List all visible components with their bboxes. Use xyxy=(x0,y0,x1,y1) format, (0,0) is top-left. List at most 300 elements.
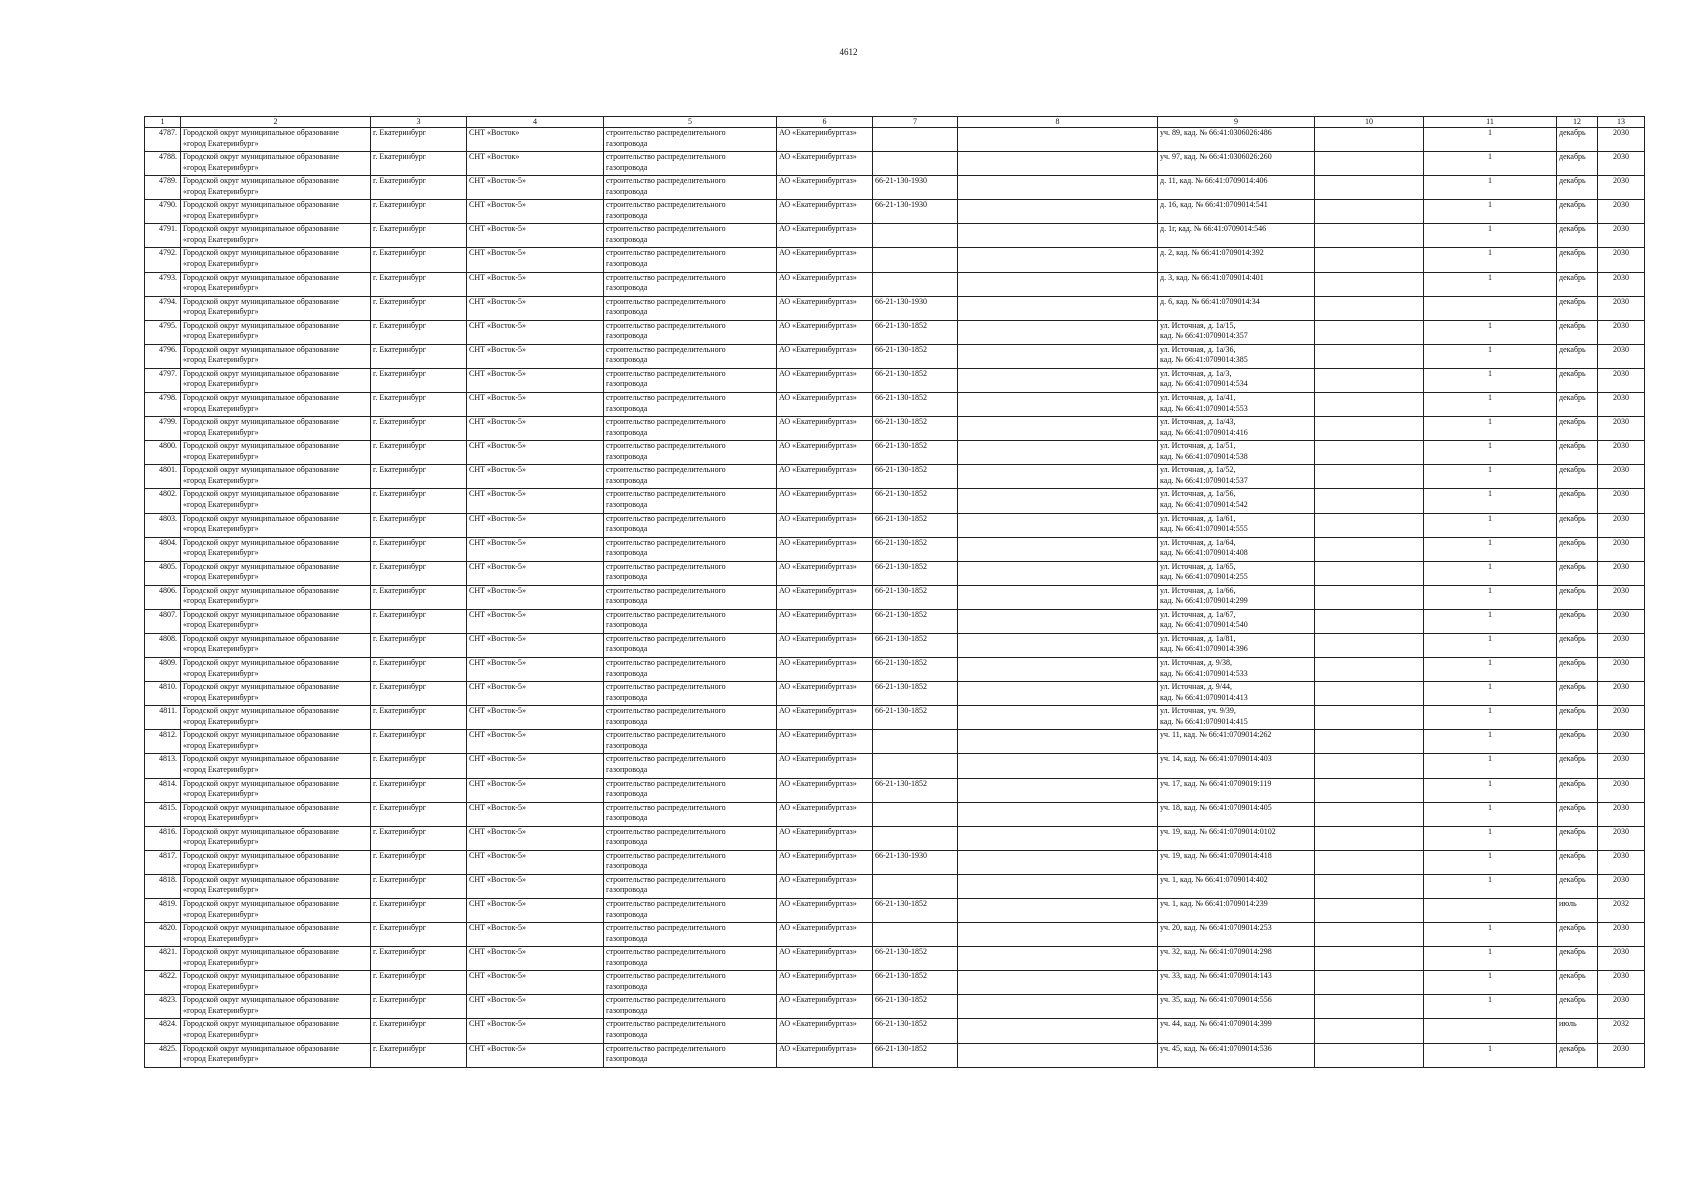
city-cell: г. Екатеринбург xyxy=(371,248,467,272)
org-cell: АО «Екатеринбурггаз» xyxy=(777,706,873,730)
address-cell xyxy=(1158,128,1315,152)
municipality-cell xyxy=(181,826,371,850)
table-row xyxy=(145,609,1645,633)
work-line2: газопровода xyxy=(606,283,648,293)
month-cell: декабрь xyxy=(1557,682,1598,706)
work-line2: газопровода xyxy=(606,138,648,148)
year-cell: 2030 xyxy=(1598,754,1645,778)
work-line1: строительство распределительного xyxy=(606,899,726,908)
table-row xyxy=(145,417,1645,441)
address-line1: уч. 11, кад. № 66:41:0709014:262 xyxy=(1160,730,1272,740)
address-cell xyxy=(1158,224,1315,248)
col11-cell: 1 xyxy=(1424,441,1557,465)
address-cell xyxy=(1158,609,1315,633)
year-cell: 2030 xyxy=(1598,296,1645,320)
snt-cell: СНТ «Восток-5» xyxy=(467,248,604,272)
col11-cell: 1 xyxy=(1424,874,1557,898)
work-line1: строительство распределительного xyxy=(606,633,726,643)
municipality-line2: «город Екатеринбург» xyxy=(183,186,259,196)
city-cell: г. Екатеринбург xyxy=(371,176,467,200)
municipality-line2: «город Екатеринбург» xyxy=(183,331,259,341)
address-cell xyxy=(1158,826,1315,850)
municipality-cell xyxy=(181,537,371,561)
col11-cell: 1 xyxy=(1424,995,1557,1019)
address-line1: ул. Источная, д. 1а/3, xyxy=(1160,368,1232,378)
snt-cell: СНТ «Восток-5» xyxy=(467,947,604,971)
month-cell: декабрь xyxy=(1557,537,1598,561)
col8-cell xyxy=(958,995,1158,1019)
work-line2: газопровода xyxy=(606,837,648,847)
municipality-line1: Городской округ муниципальное образование xyxy=(183,585,339,595)
table-row xyxy=(145,923,1645,947)
year-cell: 2030 xyxy=(1598,730,1645,754)
col10-cell xyxy=(1315,320,1424,344)
row-number-cell: 4798. xyxy=(145,393,181,417)
city-cell: г. Екатеринбург xyxy=(371,561,467,585)
col11-cell: 1 xyxy=(1424,128,1557,152)
org-cell: АО «Екатеринбурггаз» xyxy=(777,513,873,537)
work-cell xyxy=(604,128,777,152)
address-line1: уч. 32, кад. № 66:41:0709014:298 xyxy=(1160,947,1272,957)
municipality-line1: Городской округ муниципальное образование xyxy=(183,272,339,282)
city-cell: г. Екатеринбург xyxy=(371,947,467,971)
row-number-cell: 4792. xyxy=(145,248,181,272)
address-cell xyxy=(1158,344,1315,368)
code-cell: 66-21-130-1852 xyxy=(873,609,958,633)
work-cell xyxy=(604,513,777,537)
address-cell xyxy=(1158,778,1315,802)
code-cell: 66-21-130-1852 xyxy=(873,417,958,441)
col11-cell: 1 xyxy=(1424,826,1557,850)
municipality-line2: «город Екатеринбург» xyxy=(183,548,259,558)
col8-cell xyxy=(958,971,1158,995)
col10-cell xyxy=(1315,826,1424,850)
city-cell: г. Екатеринбург xyxy=(371,296,467,320)
year-cell: 2030 xyxy=(1598,947,1645,971)
address-line2: кад. № 66:41:0709014:385 xyxy=(1160,355,1248,365)
col10-cell xyxy=(1315,537,1424,561)
year-cell: 2030 xyxy=(1598,826,1645,850)
work-line1: строительство распределительного xyxy=(606,224,726,234)
municipality-line2: «город Екатеринбург» xyxy=(183,957,259,967)
snt-cell: СНТ «Восток-5» xyxy=(467,730,604,754)
month-cell: декабрь xyxy=(1557,995,1598,1019)
work-line2: газопровода xyxy=(606,258,648,268)
month-cell: декабрь xyxy=(1557,778,1598,802)
work-line1: строительство распределительного xyxy=(606,465,726,475)
year-cell: 2030 xyxy=(1598,850,1645,874)
col10-cell xyxy=(1315,561,1424,585)
col11-cell: 1 xyxy=(1424,658,1557,682)
table-row xyxy=(145,393,1645,417)
work-cell xyxy=(604,200,777,224)
org-cell: АО «Екатеринбурггаз» xyxy=(777,633,873,657)
org-cell: АО «Екатеринбурггаз» xyxy=(777,778,873,802)
header-cell: 5 xyxy=(604,117,777,128)
city-cell: г. Екатеринбург xyxy=(371,995,467,1019)
city-cell: г. Екатеринбург xyxy=(371,754,467,778)
org-cell: АО «Екатеринбурггаз» xyxy=(777,658,873,682)
work-cell xyxy=(604,802,777,826)
work-cell xyxy=(604,176,777,200)
col11-cell: 1 xyxy=(1424,947,1557,971)
col10-cell xyxy=(1315,947,1424,971)
address-line1: уч. 1, кад. № 66:41:0709014:402 xyxy=(1160,874,1268,884)
row-number-cell: 4824. xyxy=(145,1019,181,1043)
work-line1: строительство распределительного xyxy=(606,417,726,427)
municipality-line2: «город Екатеринбург» xyxy=(183,909,259,919)
work-line1: строительство распределительного xyxy=(606,344,726,354)
address-cell xyxy=(1158,368,1315,392)
row-number-cell: 4821. xyxy=(145,947,181,971)
col11-cell: 1 xyxy=(1424,706,1557,730)
month-cell: декабрь xyxy=(1557,176,1598,200)
row-number-cell: 4806. xyxy=(145,585,181,609)
municipality-line2: «город Екатеринбург» xyxy=(183,210,259,220)
row-number-cell: 4823. xyxy=(145,995,181,1019)
municipality-line1: Городской округ муниципальное образование xyxy=(183,826,339,836)
month-cell: июль xyxy=(1557,899,1598,923)
work-cell xyxy=(604,344,777,368)
col8-cell xyxy=(958,730,1158,754)
month-cell: декабрь xyxy=(1557,706,1598,730)
code-cell: 66-21-130-1852 xyxy=(873,633,958,657)
org-cell: АО «Екатеринбурггаз» xyxy=(777,899,873,923)
col8-cell xyxy=(958,947,1158,971)
col8-cell xyxy=(958,441,1158,465)
year-cell: 2030 xyxy=(1598,417,1645,441)
header-cell: 11 xyxy=(1424,117,1557,128)
municipality-cell xyxy=(181,995,371,1019)
month-cell: декабрь xyxy=(1557,874,1598,898)
year-cell: 2030 xyxy=(1598,489,1645,513)
month-cell: декабрь xyxy=(1557,320,1598,344)
address-line1: д. 3, кад. № 66:41:0709014:401 xyxy=(1160,272,1264,282)
col8-cell xyxy=(958,585,1158,609)
municipality-line1: Городской округ муниципальное образование xyxy=(183,730,339,740)
work-line1: строительство распределительного xyxy=(606,537,726,547)
table-row xyxy=(145,128,1645,152)
col8-cell xyxy=(958,489,1158,513)
municipality-line2: «город Екатеринбург» xyxy=(183,234,259,244)
municipality-line1: Городской округ муниципальное образование xyxy=(183,754,339,764)
table-row xyxy=(145,802,1645,826)
col11-cell: 1 xyxy=(1424,368,1557,392)
snt-cell: СНТ «Восток-5» xyxy=(467,971,604,995)
municipality-line1: Городской округ муниципальное образование xyxy=(183,224,339,234)
municipality-cell xyxy=(181,899,371,923)
org-cell: АО «Екатеринбурггаз» xyxy=(777,802,873,826)
col8-cell xyxy=(958,200,1158,224)
address-line2: кад. № 66:41:0709014:413 xyxy=(1160,692,1248,702)
table-row xyxy=(145,995,1645,1019)
address-line1: уч. 18, кад. № 66:41:0709014:405 xyxy=(1160,802,1272,812)
municipality-line1: Городской округ муниципальное образование xyxy=(183,417,339,427)
snt-cell: СНТ «Восток-5» xyxy=(467,874,604,898)
address-cell xyxy=(1158,850,1315,874)
municipality-line1: Городской округ муниципальное образование xyxy=(183,874,339,884)
month-cell: декабрь xyxy=(1557,947,1598,971)
work-line1: строительство распределительного xyxy=(606,513,726,523)
snt-cell: СНТ «Восток-5» xyxy=(467,272,604,296)
address-line1: ул. Источная, д. 9/44, xyxy=(1160,682,1232,692)
col8-cell xyxy=(958,152,1158,176)
snt-cell: СНТ «Восток-5» xyxy=(467,489,604,513)
col11-cell xyxy=(1424,1019,1557,1043)
table-row xyxy=(145,778,1645,802)
col8-cell xyxy=(958,609,1158,633)
year-cell: 2030 xyxy=(1598,923,1645,947)
city-cell: г. Екатеринбург xyxy=(371,778,467,802)
col11-cell: 1 xyxy=(1424,176,1557,200)
municipality-line1: Городской округ муниципальное образование xyxy=(183,441,339,451)
col10-cell xyxy=(1315,971,1424,995)
org-cell: АО «Екатеринбурггаз» xyxy=(777,561,873,585)
row-number-cell: 4822. xyxy=(145,971,181,995)
col8-cell xyxy=(958,344,1158,368)
address-line1: ул. Источная, д. 1а/81, xyxy=(1160,633,1236,643)
work-line1: строительство распределительного xyxy=(606,658,726,668)
org-cell: АО «Екатеринбурггаз» xyxy=(777,730,873,754)
snt-cell: СНТ «Восток-5» xyxy=(467,995,604,1019)
city-cell: г. Екатеринбург xyxy=(371,513,467,537)
municipality-cell xyxy=(181,272,371,296)
work-line1: строительство распределительного xyxy=(606,923,726,933)
org-cell: АО «Екатеринбурггаз» xyxy=(777,200,873,224)
year-cell: 2030 xyxy=(1598,441,1645,465)
address-line1: уч. 19, кад. № 66:41:0709014:0102 xyxy=(1160,826,1276,836)
address-line1: ул. Источная, д. 1а/56, xyxy=(1160,489,1236,499)
municipality-cell xyxy=(181,730,371,754)
col10-cell xyxy=(1315,417,1424,441)
month-cell: декабрь xyxy=(1557,585,1598,609)
work-line1: строительство распределительного xyxy=(606,1043,726,1053)
table-row xyxy=(145,200,1645,224)
org-cell: АО «Екатеринбурггаз» xyxy=(777,368,873,392)
snt-cell: СНТ «Восток-5» xyxy=(467,850,604,874)
municipality-line2: «город Екатеринбург» xyxy=(183,981,259,991)
address-line1: ул. Источная, д. 1а/64, xyxy=(1160,537,1236,547)
code-cell xyxy=(873,152,958,176)
work-cell xyxy=(604,393,777,417)
year-cell: 2030 xyxy=(1598,802,1645,826)
municipality-cell xyxy=(181,393,371,417)
city-cell: г. Екатеринбург xyxy=(371,368,467,392)
month-cell: декабрь xyxy=(1557,441,1598,465)
code-cell: 66-21-130-1852 xyxy=(873,658,958,682)
municipality-cell xyxy=(181,152,371,176)
work-cell xyxy=(604,585,777,609)
municipality-line2: «город Екатеринбург» xyxy=(183,403,259,413)
city-cell: г. Екатеринбург xyxy=(371,706,467,730)
col8-cell xyxy=(958,1019,1158,1043)
col8-cell xyxy=(958,826,1158,850)
municipality-cell xyxy=(181,633,371,657)
address-line1: д. 16, кад. № 66:41:0709014:541 xyxy=(1160,200,1268,210)
row-number-cell: 4811. xyxy=(145,706,181,730)
municipality-line1: Городской округ муниципальное образование xyxy=(183,1019,339,1029)
municipality-line2: «город Екатеринбург» xyxy=(183,451,259,461)
org-cell: АО «Екатеринбурггаз» xyxy=(777,465,873,489)
month-cell: декабрь xyxy=(1557,971,1598,995)
work-line2: газопровода xyxy=(606,861,648,871)
row-number-cell: 4800. xyxy=(145,441,181,465)
address-line1: ул. Источная, уч. 9/39, xyxy=(1160,706,1236,716)
col10-cell xyxy=(1315,1019,1424,1043)
row-number-cell: 4805. xyxy=(145,561,181,585)
municipality-cell xyxy=(181,585,371,609)
snt-cell: СНТ «Восток-5» xyxy=(467,1019,604,1043)
municipality-cell xyxy=(181,417,371,441)
col11-cell: 1 xyxy=(1424,633,1557,657)
municipality-cell xyxy=(181,802,371,826)
col10-cell xyxy=(1315,1043,1424,1067)
col10-cell xyxy=(1315,224,1424,248)
municipality-line1: Городской округ муниципальное образование xyxy=(183,971,339,981)
year-cell: 2030 xyxy=(1598,778,1645,802)
col8-cell xyxy=(958,248,1158,272)
municipality-line1: Городской округ муниципальное образование xyxy=(183,152,339,162)
org-cell: АО «Екатеринбурггаз» xyxy=(777,1019,873,1043)
city-cell: г. Екатеринбург xyxy=(371,585,467,609)
code-cell xyxy=(873,802,958,826)
work-line1: строительство распределительного xyxy=(606,802,726,812)
city-cell: г. Екатеринбург xyxy=(371,802,467,826)
work-line2: газопровода xyxy=(606,620,648,630)
year-cell: 2030 xyxy=(1598,128,1645,152)
col8-cell xyxy=(958,1043,1158,1067)
address-line2: кад. № 66:41:0709014:415 xyxy=(1160,716,1248,726)
org-cell: АО «Екатеринбурггаз» xyxy=(777,874,873,898)
month-cell: декабрь xyxy=(1557,658,1598,682)
work-cell xyxy=(604,658,777,682)
city-cell: г. Екатеринбург xyxy=(371,224,467,248)
year-cell: 2030 xyxy=(1598,465,1645,489)
city-cell: г. Екатеринбург xyxy=(371,272,467,296)
col11-cell xyxy=(1424,296,1557,320)
snt-cell: СНТ «Восток-5» xyxy=(467,923,604,947)
col8-cell xyxy=(958,537,1158,561)
work-cell xyxy=(604,368,777,392)
municipality-line1: Городской округ муниципальное образование xyxy=(183,947,339,957)
address-cell xyxy=(1158,802,1315,826)
snt-cell: СНТ «Восток-5» xyxy=(467,417,604,441)
row-number-cell: 4787. xyxy=(145,128,181,152)
col10-cell xyxy=(1315,513,1424,537)
work-line2: газопровода xyxy=(606,379,648,389)
code-cell xyxy=(873,224,958,248)
city-cell: г. Екатеринбург xyxy=(371,730,467,754)
municipality-line2: «город Екатеринбург» xyxy=(183,307,259,317)
address-line1: уч. 97, кад. № 66:41:0306026:260 xyxy=(1160,152,1272,162)
municipality-line2: «город Екатеринбург» xyxy=(183,1029,259,1039)
year-cell: 2030 xyxy=(1598,344,1645,368)
table-row xyxy=(145,1019,1645,1043)
row-number-cell: 4788. xyxy=(145,152,181,176)
address-cell xyxy=(1158,1043,1315,1067)
col8-cell xyxy=(958,754,1158,778)
work-line1: строительство распределительного xyxy=(606,176,726,186)
municipality-cell xyxy=(181,850,371,874)
col11-cell: 1 xyxy=(1424,850,1557,874)
month-cell: декабрь xyxy=(1557,368,1598,392)
year-cell: 2030 xyxy=(1598,224,1645,248)
work-line1: строительство распределительного xyxy=(606,272,726,282)
work-line1: строительство распределительного xyxy=(606,971,726,981)
code-cell: 66-21-130-1852 xyxy=(873,778,958,802)
work-cell xyxy=(604,923,777,947)
col11-cell: 1 xyxy=(1424,778,1557,802)
header-cell: 13 xyxy=(1598,117,1645,128)
work-line2: газопровода xyxy=(606,957,648,967)
col8-cell xyxy=(958,682,1158,706)
row-number-cell: 4814. xyxy=(145,778,181,802)
municipality-line2: «город Екатеринбург» xyxy=(183,692,259,702)
org-cell: АО «Екатеринбурггаз» xyxy=(777,850,873,874)
col11-cell xyxy=(1424,899,1557,923)
municipality-line2: «город Екатеринбург» xyxy=(183,138,259,148)
municipality-cell xyxy=(181,513,371,537)
col11-cell: 1 xyxy=(1424,393,1557,417)
municipality-line2: «город Екатеринбург» xyxy=(183,716,259,726)
municipality-line1: Городской округ муниципальное образование xyxy=(183,296,339,306)
address-cell xyxy=(1158,200,1315,224)
row-number-cell: 4809. xyxy=(145,658,181,682)
work-cell xyxy=(604,296,777,320)
work-line2: газопровода xyxy=(606,355,648,365)
work-line1: строительство распределительного xyxy=(606,320,726,330)
year-cell: 2030 xyxy=(1598,176,1645,200)
address-cell xyxy=(1158,633,1315,657)
address-cell xyxy=(1158,489,1315,513)
work-line1: строительство распределительного xyxy=(606,682,726,692)
municipality-line1: Городской округ муниципальное образование xyxy=(183,320,339,330)
col10-cell xyxy=(1315,706,1424,730)
municipality-cell xyxy=(181,344,371,368)
code-cell: 66-21-130-1852 xyxy=(873,971,958,995)
city-cell: г. Екатеринбург xyxy=(371,899,467,923)
municipality-line2: «город Екатеринбург» xyxy=(183,813,259,823)
snt-cell: СНТ «Восток-5» xyxy=(467,393,604,417)
month-cell: декабрь xyxy=(1557,850,1598,874)
address-line1: уч. 20, кад. № 66:41:0709014:253 xyxy=(1160,923,1272,933)
year-cell: 2030 xyxy=(1598,248,1645,272)
code-cell: 66-21-130-1852 xyxy=(873,947,958,971)
work-line1: строительство распределительного xyxy=(606,441,726,451)
col11-cell: 1 xyxy=(1424,730,1557,754)
registry-table xyxy=(144,116,1645,1068)
col11-cell: 1 xyxy=(1424,561,1557,585)
city-cell: г. Екатеринбург xyxy=(371,923,467,947)
address-line1: ул. Источная, д. 9/38, xyxy=(1160,658,1232,668)
col11-cell: 1 xyxy=(1424,802,1557,826)
address-line1: ул. Источная, д. 1а/67, xyxy=(1160,609,1236,619)
col11-cell: 1 xyxy=(1424,1043,1557,1067)
address-line1: ул. Источная, д. 1а/36, xyxy=(1160,344,1236,354)
address-cell xyxy=(1158,152,1315,176)
snt-cell: СНТ «Восток-5» xyxy=(467,561,604,585)
table-row xyxy=(145,561,1645,585)
city-cell: г. Екатеринбург xyxy=(371,465,467,489)
municipality-cell xyxy=(181,778,371,802)
col11-cell: 1 xyxy=(1424,248,1557,272)
row-number-cell: 4793. xyxy=(145,272,181,296)
header-cell: 1 xyxy=(145,117,181,128)
municipality-cell xyxy=(181,874,371,898)
col11-cell: 1 xyxy=(1424,417,1557,441)
work-line2: газопровода xyxy=(606,475,648,485)
col10-cell xyxy=(1315,344,1424,368)
